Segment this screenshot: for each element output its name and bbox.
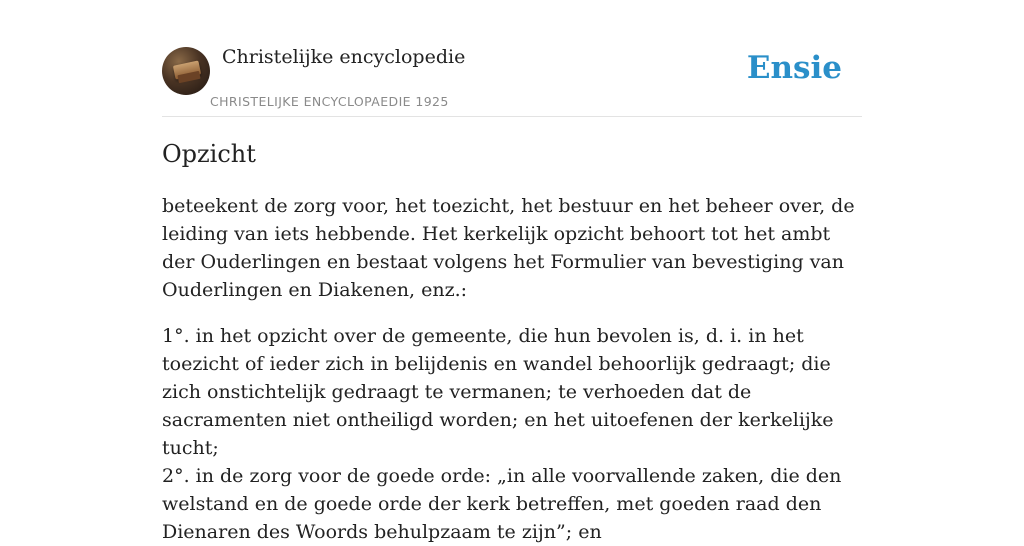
site-header <box>162 40 862 117</box>
publication-avatar[interactable] <box>162 47 210 95</box>
article-list <box>162 322 862 546</box>
article-body <box>162 192 862 546</box>
article-title: Opzicht <box>162 140 256 168</box>
list-item: 2°. in de zorg voor de goede orde: „in alle voorvallende zaken, die den welstand en de goede orde der kerk betreffen, met goeden raad den Dienaren des Woords behulpzaam te zijn”; en <box>162 465 842 543</box>
brand-logo[interactable]: Ensie <box>746 50 842 86</box>
site-title[interactable]: Christelijke encyclopedie <box>222 46 466 68</box>
publication-subtitle[interactable]: CHRISTELIJKE ENCYCLOPAEDIE 1925 <box>210 94 449 109</box>
list-item: 1°. in het opzicht over de gemeente, die hun bevolen is, d. i. in het toezicht of ieder zich in belijdenis en wandel behoorlijk gedraagt; die zich onstichtelijk gedraagt te vermanen; te verhoeden dat de sacramenten niet ontheiligd worden; en het uitoefenen der kerkelijke tucht; <box>162 325 834 459</box>
article-paragraph: beteekent de zorg voor, het toezicht, het bestuur en het beheer over, de leiding van iets hebbende. Het kerkelijk opzicht behoort tot het ambt der Ouderlingen en bestaat volgens het Formulier van bevestiging van Ouderlingen en Diakenen, enz.: <box>162 195 855 301</box>
